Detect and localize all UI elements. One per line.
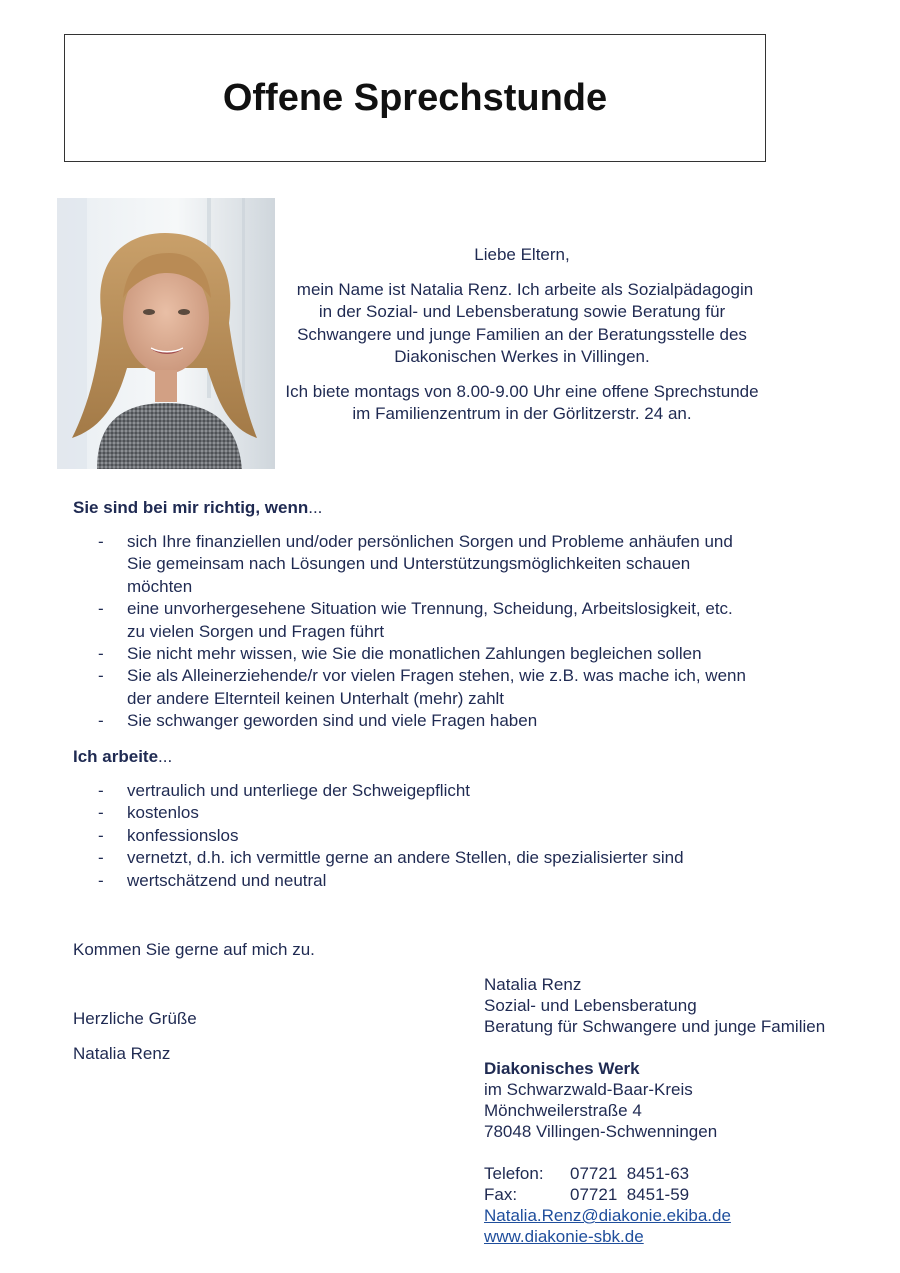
contact-spacer: [484, 1037, 884, 1058]
section-heading-ellipsis: ...: [308, 498, 323, 517]
section-heading-richtig: [73, 498, 322, 518]
list-item: [98, 825, 747, 847]
list-dash: -: [98, 599, 104, 619]
fax-number: 07721 8451-59: [570, 1185, 690, 1204]
email-link[interactable]: Natalia.Renz@diakonie.ekiba.de: [484, 1206, 731, 1225]
list-item-text: wertschätzend und neutral: [127, 870, 327, 890]
list-dash: -: [98, 666, 104, 686]
list-item-text: Sie nicht mehr wissen, wie Sie die monatlichen Zahlungen begleichen sollen: [127, 644, 702, 664]
title-box: [64, 34, 766, 162]
page-title: Offene Sprechstunde: [222, 76, 608, 119]
intro-paragraph-2: Ich biete montags von 8.00-9.00 Uhr eine offene Sprechstunde im Familienzentrum in der Görlitzerstr. 24 an.: [285, 381, 759, 423]
list-item-text: kostenlos: [127, 803, 199, 823]
list-arbeite: [98, 780, 747, 892]
contact-spacer: [484, 1142, 884, 1163]
phone-number: 07721 8451-63: [570, 1164, 690, 1183]
list-item: [98, 780, 747, 802]
closing-invite: Kommen Sie gerne auf mich zu.: [73, 940, 315, 959]
section-heading-arbeite: [73, 747, 172, 767]
list-dash: -: [98, 781, 104, 800]
closing-signature: Natalia Renz: [73, 1044, 171, 1063]
list-dash: -: [98, 711, 104, 731]
section-heading-text: Ich arbeite: [73, 747, 159, 766]
list-item: [98, 598, 747, 643]
contact-city: 78048 Villingen-Schwenningen: [484, 1122, 718, 1141]
list-item-text: vertraulich und unterliege der Schweigepflicht: [127, 781, 471, 800]
section-heading-text: Sie sind bei mir richtig, wenn: [73, 498, 309, 517]
contact-street: Mönchweilerstraße 4: [484, 1101, 642, 1120]
list-item: [98, 870, 747, 892]
list-item: [98, 643, 747, 665]
list-item: [98, 710, 747, 732]
greeting: Liebe Eltern,: [474, 245, 570, 264]
contact-role-2: Beratung für Schwangere und junge Familien: [484, 1017, 826, 1036]
intro-text: [284, 244, 760, 426]
contact-org: Diakonisches Werk: [484, 1059, 640, 1078]
list-item-text: konfessionslos: [127, 825, 239, 845]
list-item: [98, 665, 747, 710]
contact-block: [484, 974, 884, 1247]
list-dash: -: [98, 532, 104, 551]
list-item: [98, 847, 747, 869]
list-item-text: sich Ihre finanziellen und/oder persönlichen Sorgen und Probleme anhäufen und Sie gemeinsam nach Lösungen und Unterstützungsmöglichkeiten schauen möchten: [127, 532, 733, 596]
list-item: [98, 802, 747, 824]
intro-paragraph-1: mein Name ist Natalia Renz. Ich arbeite als Sozialpädagogin in der Sozial- und Lebensberatung sowie Beratung für Schwangere und junge Familien an der Beratungsstelle des Diakonischen Werkes in Villingen.: [296, 279, 754, 366]
list-item-text: eine unvorhergesehene Situation wie Trennung, Scheidung, Arbeitslosigkeit, etc. zu vielen Sorgen und Fragen führt: [127, 599, 733, 641]
list-item-text: Sie als Alleinerziehende/r vor vielen Fragen stehen, wie z.B. was mache ich, wenn der andere Elternteil keinen Unterhalt (mehr) zahlt: [127, 666, 746, 708]
contact-role-1: Sozial- und Lebensberatung: [484, 996, 697, 1015]
section-heading-ellipsis: ...: [158, 747, 173, 766]
contact-org-sub: im Schwarzwald-Baar-Kreis: [484, 1080, 693, 1099]
list-dash: -: [98, 870, 104, 890]
list-item-text: Sie schwanger geworden sind und viele Fragen haben: [127, 711, 538, 731]
fax-label: Fax:: [484, 1185, 518, 1204]
list-dash: -: [98, 644, 104, 664]
list-richtig: [98, 531, 747, 733]
list-item-text: vernetzt, d.h. ich vermittle gerne an andere Stellen, die spezialisierter sind: [127, 848, 684, 868]
closing-regards: Herzliche Grüße: [73, 1009, 197, 1028]
list-dash: -: [98, 803, 104, 823]
contact-name: Natalia Renz: [484, 975, 582, 994]
contact-phone-row: [484, 1163, 884, 1184]
phone-label: Telefon:: [484, 1164, 544, 1183]
list-item: [98, 531, 747, 598]
list-dash: -: [98, 848, 104, 868]
contact-fax-row: [484, 1184, 884, 1205]
list-dash: -: [98, 825, 104, 845]
website-link[interactable]: www.diakonie-sbk.de: [484, 1227, 644, 1246]
portrait-photo: [57, 198, 275, 469]
